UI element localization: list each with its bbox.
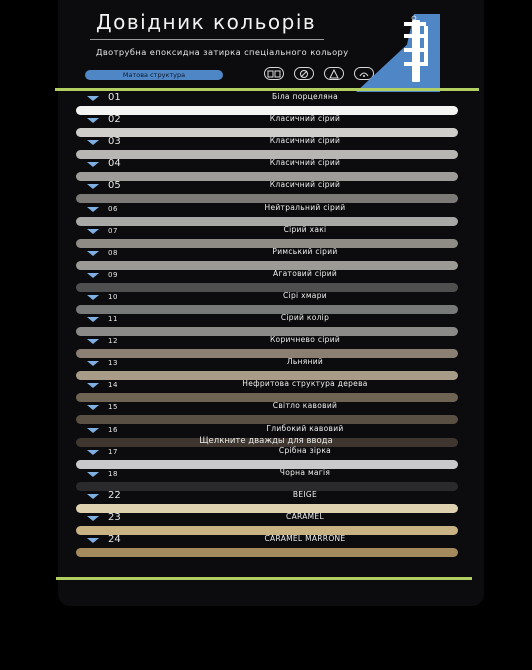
color-name: Світло кавовий	[272, 401, 338, 411]
expand-arrow-icon[interactable]	[87, 361, 99, 366]
color-code: 07	[108, 226, 118, 235]
color-code: 05	[108, 180, 121, 192]
color-code: 08	[108, 248, 118, 257]
color-name: CARAMEL	[286, 511, 324, 521]
color-code: 13	[108, 359, 118, 368]
expand-arrow-icon[interactable]	[87, 273, 99, 278]
expand-arrow-icon[interactable]	[87, 207, 99, 212]
expand-arrow-icon[interactable]	[87, 494, 99, 499]
color-code: 12	[108, 337, 118, 346]
color-name: Чорна магія	[279, 467, 331, 477]
color-name: Сірий колір	[280, 313, 330, 322]
title-divider	[90, 39, 324, 40]
color-code: 23	[108, 511, 121, 523]
color-name: CARAMEL MARRONE	[264, 534, 346, 543]
bottom-accent-line	[56, 577, 472, 580]
page-subtitle: Двотрубна епоксидна затирка спеціального кольору	[96, 47, 349, 57]
color-name: Нейтральний сірий	[264, 202, 346, 212]
expand-arrow-icon[interactable]	[87, 450, 99, 455]
no-stain-icon	[294, 67, 314, 80]
color-code: 22	[108, 489, 121, 501]
brand-logo	[356, 14, 440, 92]
color-name: Класичний сірий	[269, 114, 341, 124]
expand-arrow-icon[interactable]	[87, 383, 99, 388]
expand-arrow-icon[interactable]	[87, 96, 99, 101]
color-code: 02	[108, 114, 121, 126]
expand-arrow-icon[interactable]	[87, 317, 99, 322]
page-title: Довідник кольорів	[96, 10, 317, 34]
color-code: 11	[108, 315, 118, 323]
color-code: 10	[108, 292, 118, 301]
color-name: Нефритова структура дерева	[242, 379, 368, 389]
color-code: 18	[108, 469, 118, 478]
color-code: 17	[108, 447, 118, 456]
top-accent-line	[55, 88, 479, 91]
color-code: 09	[108, 270, 118, 279]
color-name: Коричнево сірий	[269, 335, 341, 345]
color-code: 16	[108, 425, 118, 434]
double-click-hint: Щелкните дважды для ввода	[199, 436, 333, 446]
color-code: 01	[108, 92, 121, 103]
color-code: 24	[108, 534, 121, 545]
expand-arrow-icon[interactable]	[87, 538, 99, 543]
expand-arrow-icon[interactable]	[87, 184, 99, 189]
color-code: 14	[108, 381, 118, 390]
color-name: Глибокий кавовий	[266, 423, 344, 433]
finish-badge: Матова структура	[85, 70, 223, 80]
color-name: Римський сірий	[272, 246, 338, 256]
expand-arrow-icon[interactable]	[87, 295, 99, 300]
color-name: Біла порцеляна	[272, 92, 338, 101]
expand-arrow-icon[interactable]	[87, 339, 99, 344]
color-name: Льняний	[286, 357, 324, 367]
expand-arrow-icon[interactable]	[87, 516, 99, 521]
expand-arrow-icon[interactable]	[87, 428, 99, 433]
expand-arrow-icon[interactable]	[87, 472, 99, 477]
color-name: Класичний сірий	[269, 180, 341, 190]
color-code: 04	[108, 158, 121, 170]
expand-arrow-icon[interactable]	[87, 405, 99, 410]
color-name: Агатовий сірий	[272, 268, 338, 278]
expand-arrow-icon[interactable]	[87, 162, 99, 167]
color-code: 15	[108, 403, 118, 412]
color-name: Сірий хакі	[283, 224, 327, 234]
expand-arrow-icon[interactable]	[87, 229, 99, 234]
wall-tile-icon	[264, 67, 284, 80]
chemical-resistance-icon	[324, 67, 344, 80]
color-name: Сірі хмари	[283, 290, 327, 300]
color-code: 03	[108, 136, 121, 148]
color-code: 06	[108, 204, 118, 213]
color-swatch	[76, 548, 458, 557]
expand-arrow-icon[interactable]	[87, 140, 99, 145]
color-row	[70, 534, 474, 564]
color-name: Класичний сірий	[269, 136, 341, 146]
expand-arrow-icon[interactable]	[87, 251, 99, 256]
color-name: BEIGE	[292, 489, 318, 499]
color-name: Срібна зірка	[278, 445, 332, 455]
expand-arrow-icon[interactable]	[87, 118, 99, 123]
color-name: Класичний сірий	[269, 158, 341, 168]
